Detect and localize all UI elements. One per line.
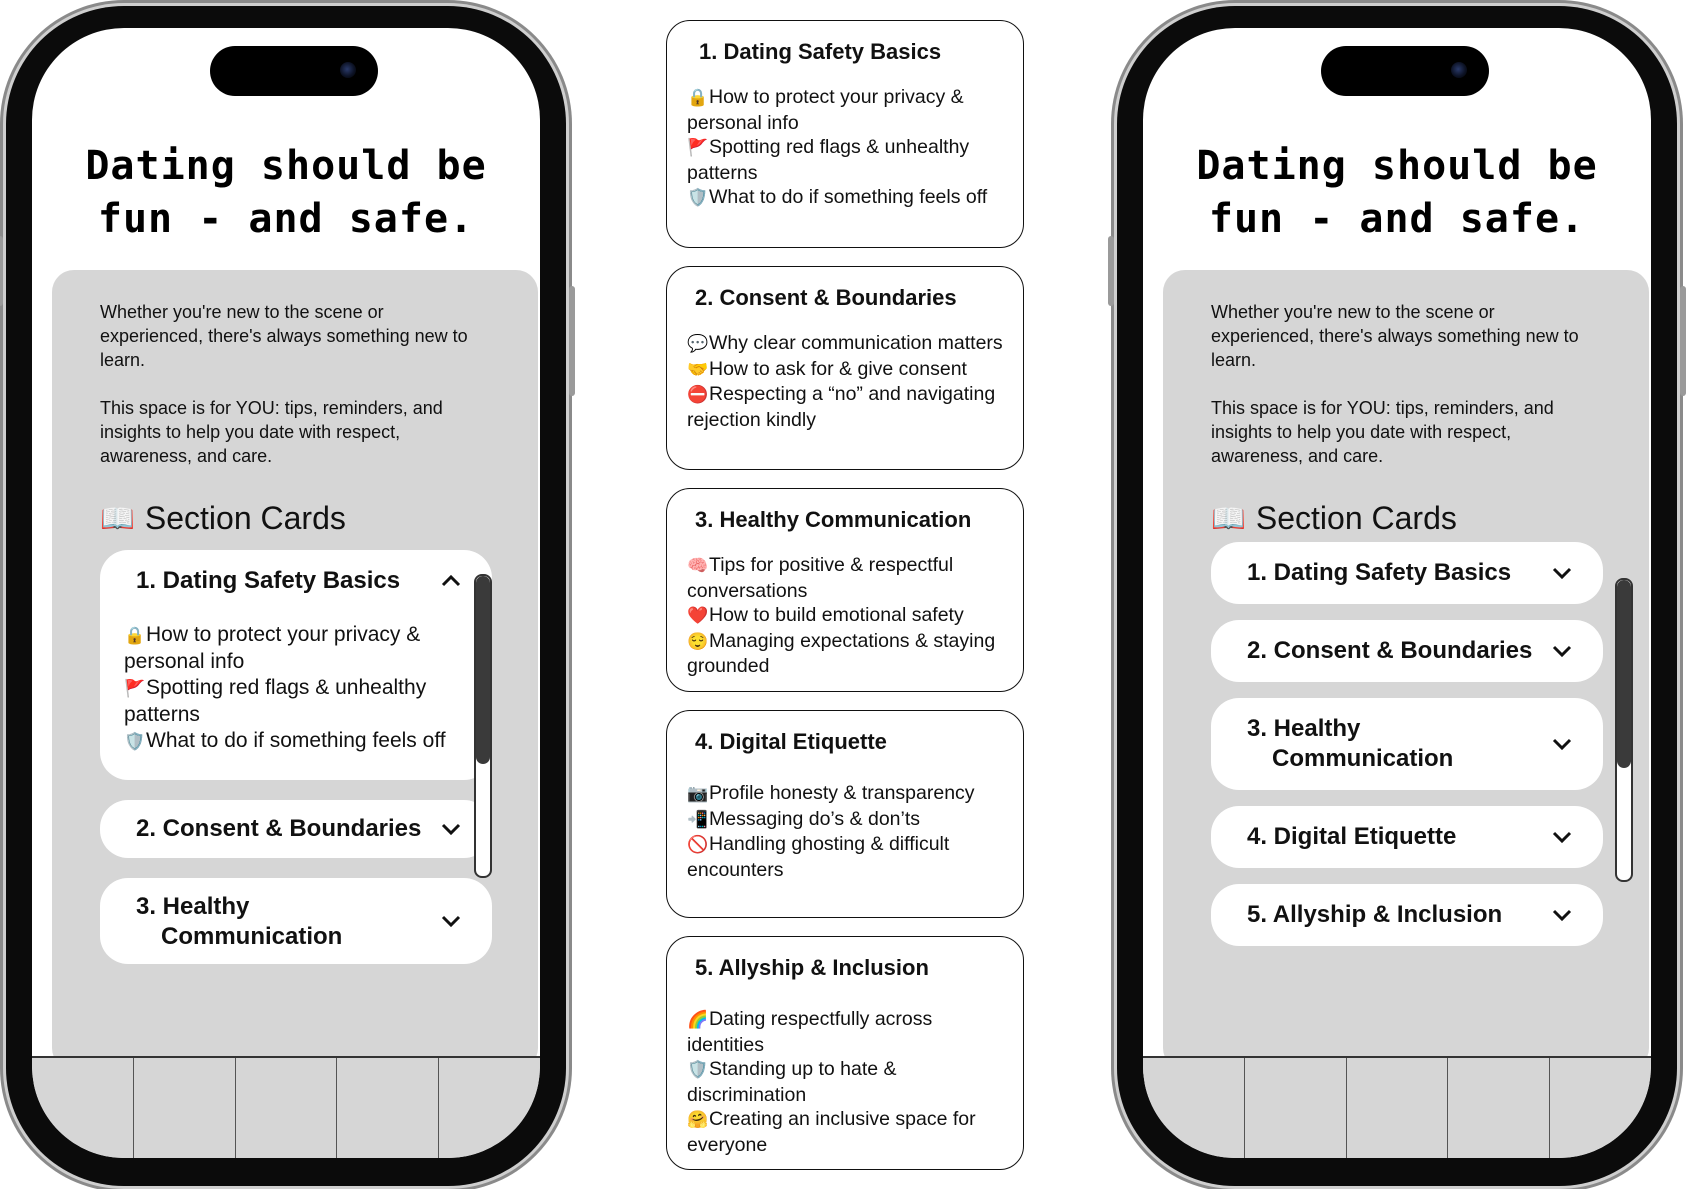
tab-2[interactable] — [134, 1058, 236, 1158]
book-icon: 📖 — [1211, 503, 1246, 534]
volume-button — [1108, 236, 1114, 306]
heart-icon: ❤️ — [687, 606, 709, 625]
power-button — [569, 286, 575, 396]
card-item-text: Respecting a “no” and navigating rejection kindly — [687, 383, 996, 431]
phone-left — [6, 6, 566, 1186]
card-item-text: Handling ghosting & difficult encounters — [687, 833, 950, 881]
section-card-5[interactable] — [1211, 884, 1603, 946]
card-body — [687, 85, 1007, 211]
card-title-line: 3. Healthy — [1247, 715, 1361, 742]
card-title — [1247, 714, 1453, 774]
card-item-text: What to do if something feels off — [709, 186, 988, 208]
card-title: 1. Dating Safety Basics — [1247, 559, 1512, 586]
hero-title — [1143, 140, 1651, 246]
card-item-text: How to protect your privacy & personal info — [687, 86, 964, 134]
shield-icon: 🛡️ — [687, 1060, 709, 1079]
content-panel — [1163, 270, 1649, 1070]
screen — [1143, 28, 1651, 1158]
expanded-card-1 — [666, 20, 1024, 248]
shield-icon: 🛡️ — [687, 188, 709, 207]
hero-title-line: Dating should be — [85, 143, 487, 189]
card-item — [687, 357, 1007, 383]
chevron-down-icon[interactable] — [1551, 566, 1573, 580]
card-item — [687, 603, 1007, 629]
card-title: 2. Consent & Boundaries — [695, 285, 957, 310]
section-heading-label: Section Cards — [144, 500, 346, 536]
camera-icon — [1451, 62, 1467, 78]
tab-1[interactable] — [1143, 1058, 1245, 1158]
camera-icon: 📷 — [687, 784, 709, 803]
brain-icon: 🧠 — [687, 556, 709, 575]
tab-4[interactable] — [1448, 1058, 1550, 1158]
intro-paragraph: Whether you're new to the scene or experienced, there's always something new to learn. — [1211, 302, 1579, 370]
scrollbar-thumb[interactable] — [1617, 580, 1631, 768]
intro-paragraph: This space is for YOU: tips, reminders, and insights to help you date with respect, awareness, and care. — [1211, 398, 1554, 466]
card-item — [687, 185, 1007, 211]
card-item-text: How to protect your privacy & personal info — [124, 623, 421, 673]
card-item — [687, 781, 1007, 807]
section-card-2[interactable] — [1211, 620, 1603, 682]
power-button — [1680, 286, 1686, 396]
card-title-line: Communication — [161, 923, 343, 950]
chevron-up-icon[interactable] — [440, 574, 462, 588]
chevron-down-icon[interactable] — [1551, 737, 1573, 751]
screen — [32, 28, 540, 1158]
card-title: 4. Digital Etiquette — [1247, 823, 1457, 850]
phone-right — [1117, 6, 1677, 1186]
card-item — [687, 629, 1007, 679]
card-title: 2. Consent & Boundaries — [136, 815, 422, 842]
expanded-card-2 — [666, 266, 1024, 470]
card-item-text: Managing expectations & staying grounded — [687, 629, 996, 677]
card-item-text: Messaging do’s & don’ts — [709, 807, 921, 830]
section-heading — [1211, 500, 1457, 537]
card-item-text: Creating an inclusive space for everyone — [687, 1108, 976, 1156]
card-item — [124, 675, 474, 728]
red-flag-icon: 🚩 — [687, 138, 709, 157]
bottom-tab-bar — [1143, 1056, 1651, 1158]
card-title: 1. Dating Safety Basics — [699, 39, 942, 64]
card-title-line: Communication — [1272, 745, 1454, 772]
card-item-text: Tips for positive & respectful conversations — [687, 554, 954, 602]
card-body — [687, 553, 1007, 679]
expanded-card-5 — [666, 936, 1024, 1170]
card-title: 3. Healthy Communication — [695, 507, 972, 532]
intro-paragraph: Whether you're new to the scene or experienced, there's always something new to learn. — [100, 302, 468, 370]
book-icon: 📖 — [100, 503, 135, 534]
card-item — [687, 85, 1007, 135]
tab-3[interactable] — [236, 1058, 338, 1158]
expanded-card-3 — [666, 488, 1024, 692]
section-heading — [100, 500, 346, 537]
hero-title-line: fun - and safe. — [1208, 196, 1586, 242]
card-item-text: Standing up to hate & discrimination — [687, 1058, 897, 1106]
section-card-3[interactable] — [1211, 698, 1603, 790]
card-item — [124, 622, 474, 675]
section-card-3[interactable] — [100, 878, 492, 964]
chevron-down-icon[interactable] — [440, 914, 462, 928]
handshake-icon: 🤝 — [687, 359, 709, 379]
card-item — [687, 553, 1007, 603]
content-panel — [52, 270, 538, 1070]
rainbow-icon: 🌈 — [687, 1010, 709, 1029]
no-entry-icon: ⛔ — [687, 385, 709, 404]
bottom-tab-bar — [32, 1056, 540, 1158]
scrollbar[interactable] — [1615, 578, 1633, 882]
lock-icon: 🔒 — [124, 626, 146, 645]
section-card-1[interactable] — [100, 550, 492, 780]
card-item-text: Why clear communication matters — [709, 332, 1003, 354]
hero-title — [32, 140, 540, 246]
hugging-face-icon: 🤗 — [687, 1110, 709, 1129]
section-card-1[interactable] — [1211, 542, 1603, 604]
dynamic-island — [210, 46, 378, 96]
section-heading-label: Section Cards — [1255, 500, 1457, 536]
shield-icon: 🛡️ — [124, 732, 146, 751]
card-item — [687, 1107, 1007, 1157]
card-item-text: Spotting red flags & unhealthy patterns — [124, 676, 427, 726]
chevron-down-icon[interactable] — [440, 822, 462, 836]
tab-5[interactable] — [1550, 1058, 1651, 1158]
expanded-card-4 — [666, 710, 1024, 918]
intro-text — [1211, 300, 1601, 492]
volume-button — [0, 236, 3, 306]
section-card-2[interactable] — [100, 800, 492, 858]
card-title — [136, 892, 342, 952]
card-item — [687, 135, 1007, 185]
card-body — [687, 331, 1007, 432]
scrollbar-thumb[interactable] — [476, 576, 490, 764]
mobile-arrow-icon: 📲 — [687, 809, 709, 829]
card-title: 4. Digital Etiquette — [695, 729, 887, 754]
speech-bubble-icon: 💬 — [687, 334, 709, 353]
card-item — [687, 1057, 1007, 1107]
intro-text — [100, 300, 490, 492]
camera-icon — [340, 62, 356, 78]
tab-4[interactable] — [337, 1058, 439, 1158]
section-card-4[interactable] — [1211, 806, 1603, 868]
card-item-text: How to ask for & give consent — [709, 357, 967, 380]
card-item — [687, 331, 1007, 357]
chevron-down-icon[interactable] — [1551, 908, 1573, 922]
card-item — [687, 1007, 1007, 1057]
card-item — [687, 832, 1007, 882]
dynamic-island — [1321, 46, 1489, 96]
card-title: 5. Allyship & Inclusion — [1247, 901, 1503, 928]
card-item-text: Profile honesty & transparency — [709, 782, 975, 804]
prohibited-icon: 🚫 — [687, 835, 709, 854]
hero-title-line: Dating should be — [1196, 143, 1598, 189]
tab-5[interactable] — [439, 1058, 540, 1158]
tab-3[interactable] — [1347, 1058, 1449, 1158]
hero-title-line: fun - and safe. — [97, 196, 475, 242]
card-item — [687, 382, 1007, 432]
scrollbar[interactable] — [474, 574, 492, 878]
card-item — [124, 728, 474, 755]
card-item-text: What to do if something feels off — [146, 729, 446, 752]
card-title: 1. Dating Safety Basics — [136, 567, 401, 594]
chevron-down-icon[interactable] — [1551, 644, 1573, 658]
card-body — [687, 781, 1007, 882]
card-body — [124, 622, 474, 755]
card-item — [687, 807, 1007, 833]
card-item-text: Dating respectfully across identities — [687, 1008, 933, 1056]
lock-icon: 🔒 — [687, 88, 709, 107]
card-item-text: Spotting red flags & unhealthy patterns — [687, 136, 970, 184]
intro-paragraph: This space is for YOU: tips, reminders, and insights to help you date with respect, awareness, and care. — [100, 398, 443, 466]
card-title: 5. Allyship & Inclusion — [695, 955, 929, 980]
card-title: 2. Consent & Boundaries — [1247, 637, 1533, 664]
relieved-face-icon: 😌 — [687, 631, 709, 651]
card-body — [687, 1007, 1007, 1157]
card-title-line: 3. Healthy — [136, 893, 250, 920]
card-item-text: How to build emotional safety — [709, 604, 964, 626]
red-flag-icon: 🚩 — [124, 679, 146, 698]
chevron-down-icon[interactable] — [1551, 830, 1573, 844]
tab-2[interactable] — [1245, 1058, 1347, 1158]
tab-1[interactable] — [32, 1058, 134, 1158]
